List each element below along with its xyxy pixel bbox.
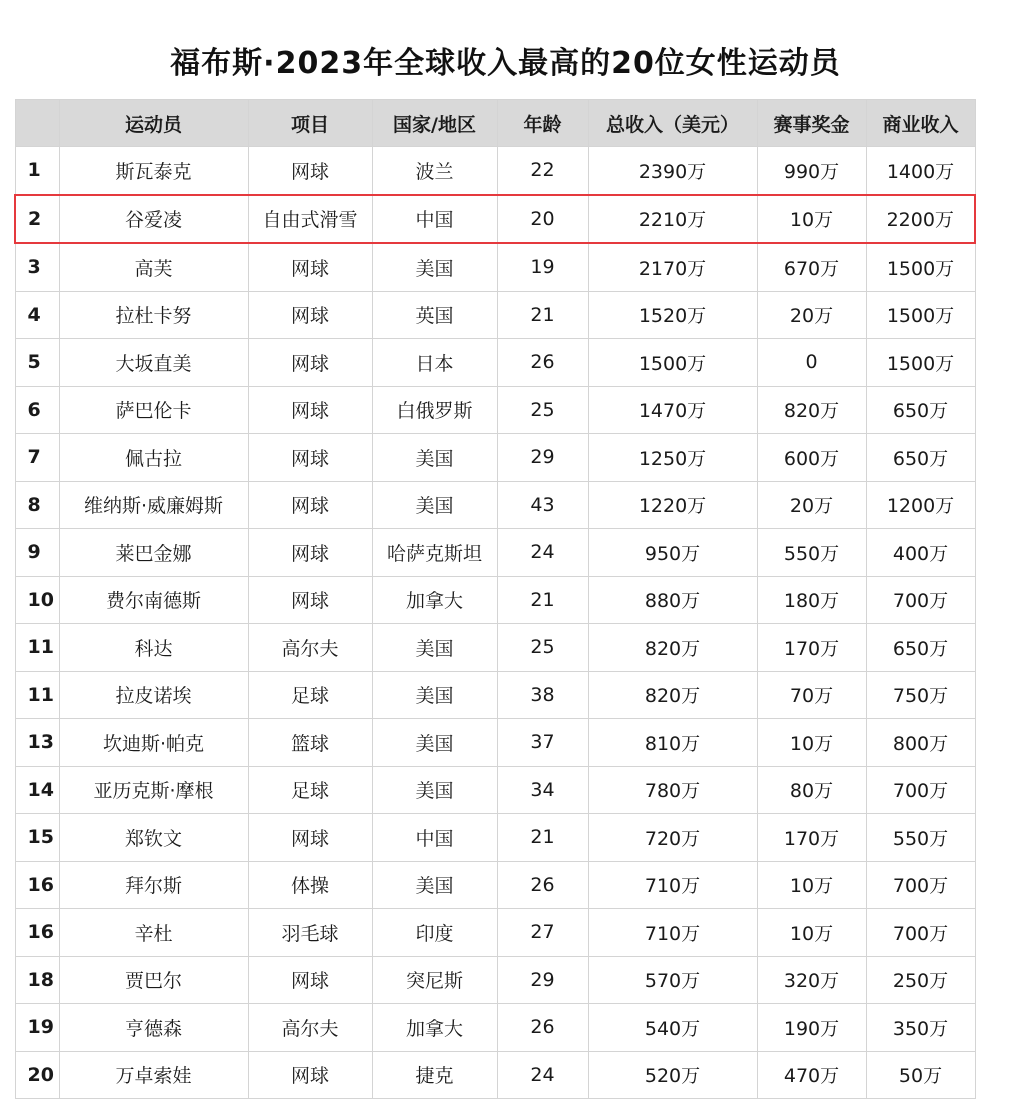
cell-prize-money: 20万 <box>757 481 866 529</box>
cell-age: 25 <box>497 386 588 434</box>
cell-commercial-earnings: 700万 <box>866 861 975 909</box>
cell-athlete: 莱巴金娜 <box>59 529 248 577</box>
cell-prize-money: 550万 <box>757 529 866 577</box>
page-title: 福布斯·2023年全球收入最高的20位女性运动员 <box>170 46 841 81</box>
cell-total-earnings: 880万 <box>588 576 757 624</box>
table-row <box>15 624 975 672</box>
cell-total-earnings: 710万 <box>588 909 757 957</box>
cell-commercial-earnings: 1500万 <box>866 243 975 291</box>
cell-commercial-earnings: 1500万 <box>866 291 975 339</box>
table-row <box>15 434 975 482</box>
cell-prize-money: 70万 <box>757 671 866 719</box>
cell-commercial-earnings: 750万 <box>866 671 975 719</box>
cell-country: 美国 <box>372 243 497 291</box>
cell-total-earnings: 1220万 <box>588 481 757 529</box>
cell-country: 日本 <box>372 339 497 387</box>
cell-sport: 自由式滑雪 <box>248 195 372 244</box>
cell-commercial-earnings: 650万 <box>866 434 975 482</box>
cell-total-earnings: 520万 <box>588 1051 757 1099</box>
cell-commercial-earnings: 650万 <box>866 624 975 672</box>
earnings-table <box>14 99 976 1099</box>
cell-sport: 足球 <box>248 671 372 719</box>
cell-total-earnings: 1520万 <box>588 291 757 339</box>
cell-age: 27 <box>497 909 588 957</box>
cell-rank: 11 <box>15 671 59 719</box>
cell-sport: 网球 <box>248 291 372 339</box>
header-age: 年龄 <box>497 100 588 147</box>
cell-athlete: 亨德森 <box>59 1004 248 1052</box>
cell-commercial-earnings: 700万 <box>866 909 975 957</box>
cell-commercial-earnings: 1200万 <box>866 481 975 529</box>
cell-commercial-earnings: 800万 <box>866 719 975 767</box>
cell-commercial-earnings: 50万 <box>866 1051 975 1099</box>
cell-sport: 网球 <box>248 576 372 624</box>
cell-rank: 11 <box>15 624 59 672</box>
cell-prize-money: 990万 <box>757 147 866 195</box>
cell-athlete: 斯瓦泰克 <box>59 147 248 195</box>
cell-rank: 1 <box>15 147 59 195</box>
cell-sport: 网球 <box>248 529 372 577</box>
table-row-highlighted <box>15 195 975 244</box>
cell-age: 24 <box>497 529 588 577</box>
header-prize-money: 赛事奖金 <box>757 100 866 147</box>
cell-total-earnings: 710万 <box>588 861 757 909</box>
cell-sport: 网球 <box>248 814 372 862</box>
cell-rank: 4 <box>15 291 59 339</box>
cell-rank: 2 <box>15 195 59 244</box>
cell-sport: 高尔夫 <box>248 1004 372 1052</box>
cell-athlete: 拉杜卡努 <box>59 291 248 339</box>
cell-country: 英国 <box>372 291 497 339</box>
table-row <box>15 1004 975 1052</box>
table-row <box>15 1051 975 1099</box>
table-row <box>15 481 975 529</box>
cell-country: 捷克 <box>372 1051 497 1099</box>
table-row <box>15 814 975 862</box>
cell-total-earnings: 820万 <box>588 624 757 672</box>
cell-athlete: 维纳斯·威廉姆斯 <box>59 481 248 529</box>
cell-commercial-earnings: 1400万 <box>866 147 975 195</box>
cell-country: 美国 <box>372 766 497 814</box>
cell-rank: 18 <box>15 956 59 1004</box>
cell-total-earnings: 540万 <box>588 1004 757 1052</box>
cell-athlete: 郑钦文 <box>59 814 248 862</box>
cell-prize-money: 0 <box>757 339 866 387</box>
cell-athlete: 萨巴伦卡 <box>59 386 248 434</box>
cell-prize-money: 600万 <box>757 434 866 482</box>
cell-country: 美国 <box>372 434 497 482</box>
cell-athlete: 谷爱凌 <box>59 195 248 244</box>
cell-country: 美国 <box>372 624 497 672</box>
cell-total-earnings: 780万 <box>588 766 757 814</box>
cell-prize-money: 10万 <box>757 719 866 767</box>
cell-athlete: 拜尔斯 <box>59 861 248 909</box>
cell-age: 25 <box>497 624 588 672</box>
cell-athlete: 佩古拉 <box>59 434 248 482</box>
cell-country: 哈萨克斯坦 <box>372 529 497 577</box>
cell-total-earnings: 720万 <box>588 814 757 862</box>
table-row <box>15 671 975 719</box>
header-total-earnings: 总收入（美元） <box>588 100 757 147</box>
cell-prize-money: 10万 <box>757 861 866 909</box>
cell-age: 26 <box>497 861 588 909</box>
cell-rank: 14 <box>15 766 59 814</box>
cell-sport: 网球 <box>248 339 372 387</box>
cell-sport: 网球 <box>248 243 372 291</box>
cell-prize-money: 320万 <box>757 956 866 1004</box>
table-row <box>15 766 975 814</box>
cell-prize-money: 20万 <box>757 291 866 339</box>
table-row <box>15 719 975 767</box>
cell-age: 37 <box>497 719 588 767</box>
cell-age: 20 <box>497 195 588 244</box>
cell-commercial-earnings: 400万 <box>866 529 975 577</box>
cell-country: 中国 <box>372 814 497 862</box>
cell-country: 美国 <box>372 671 497 719</box>
cell-commercial-earnings: 2200万 <box>866 195 975 244</box>
cell-athlete: 大坂直美 <box>59 339 248 387</box>
cell-sport: 网球 <box>248 481 372 529</box>
cell-age: 22 <box>497 147 588 195</box>
header-country: 国家/地区 <box>372 100 497 147</box>
cell-country: 波兰 <box>372 147 497 195</box>
cell-sport: 高尔夫 <box>248 624 372 672</box>
table-row <box>15 243 975 291</box>
cell-sport: 篮球 <box>248 719 372 767</box>
cell-prize-money: 170万 <box>757 814 866 862</box>
cell-age: 19 <box>497 243 588 291</box>
cell-sport: 体操 <box>248 861 372 909</box>
cell-rank: 6 <box>15 386 59 434</box>
header-athlete: 运动员 <box>59 100 248 147</box>
cell-athlete: 亚历克斯·摩根 <box>59 766 248 814</box>
cell-total-earnings: 1470万 <box>588 386 757 434</box>
cell-country: 美国 <box>372 861 497 909</box>
cell-rank: 8 <box>15 481 59 529</box>
cell-prize-money: 10万 <box>757 195 866 244</box>
table-row <box>15 529 975 577</box>
cell-commercial-earnings: 350万 <box>866 1004 975 1052</box>
cell-sport: 网球 <box>248 386 372 434</box>
cell-athlete: 贾巴尔 <box>59 956 248 1004</box>
cell-age: 29 <box>497 434 588 482</box>
cell-country: 加拿大 <box>372 1004 497 1052</box>
cell-sport: 足球 <box>248 766 372 814</box>
cell-age: 21 <box>497 814 588 862</box>
cell-commercial-earnings: 1500万 <box>866 339 975 387</box>
cell-rank: 10 <box>15 576 59 624</box>
cell-commercial-earnings: 700万 <box>866 576 975 624</box>
cell-athlete: 科达 <box>59 624 248 672</box>
cell-commercial-earnings: 700万 <box>866 766 975 814</box>
cell-age: 34 <box>497 766 588 814</box>
header-commercial-earnings: 商业收入 <box>866 100 975 147</box>
table-row <box>15 386 975 434</box>
table-row <box>15 339 975 387</box>
table-row <box>15 147 975 195</box>
cell-age: 26 <box>497 1004 588 1052</box>
cell-athlete: 坎迪斯·帕克 <box>59 719 248 767</box>
cell-total-earnings: 2390万 <box>588 147 757 195</box>
cell-age: 29 <box>497 956 588 1004</box>
cell-rank: 20 <box>15 1051 59 1099</box>
cell-age: 26 <box>497 339 588 387</box>
cell-country: 白俄罗斯 <box>372 386 497 434</box>
cell-commercial-earnings: 650万 <box>866 386 975 434</box>
cell-prize-money: 470万 <box>757 1051 866 1099</box>
cell-total-earnings: 570万 <box>588 956 757 1004</box>
cell-prize-money: 820万 <box>757 386 866 434</box>
cell-rank: 16 <box>15 861 59 909</box>
cell-country: 美国 <box>372 481 497 529</box>
table-row <box>15 861 975 909</box>
cell-athlete: 费尔南德斯 <box>59 576 248 624</box>
cell-rank: 19 <box>15 1004 59 1052</box>
cell-athlete: 拉皮诺埃 <box>59 671 248 719</box>
cell-rank: 13 <box>15 719 59 767</box>
table-row <box>15 291 975 339</box>
cell-total-earnings: 1500万 <box>588 339 757 387</box>
cell-country: 突尼斯 <box>372 956 497 1004</box>
cell-sport: 羽毛球 <box>248 909 372 957</box>
cell-prize-money: 180万 <box>757 576 866 624</box>
cell-country: 加拿大 <box>372 576 497 624</box>
cell-commercial-earnings: 250万 <box>866 956 975 1004</box>
cell-sport: 网球 <box>248 956 372 1004</box>
cell-sport: 网球 <box>248 147 372 195</box>
cell-prize-money: 10万 <box>757 909 866 957</box>
table-row <box>15 576 975 624</box>
cell-age: 43 <box>497 481 588 529</box>
cell-commercial-earnings: 550万 <box>866 814 975 862</box>
cell-total-earnings: 1250万 <box>588 434 757 482</box>
cell-total-earnings: 820万 <box>588 671 757 719</box>
cell-total-earnings: 2170万 <box>588 243 757 291</box>
cell-rank: 3 <box>15 243 59 291</box>
cell-rank: 7 <box>15 434 59 482</box>
cell-age: 38 <box>497 671 588 719</box>
cell-age: 21 <box>497 291 588 339</box>
cell-rank: 15 <box>15 814 59 862</box>
table-row <box>15 909 975 957</box>
cell-athlete: 高芙 <box>59 243 248 291</box>
cell-age: 24 <box>497 1051 588 1099</box>
cell-total-earnings: 950万 <box>588 529 757 577</box>
cell-prize-money: 170万 <box>757 624 866 672</box>
cell-country: 中国 <box>372 195 497 244</box>
cell-country: 美国 <box>372 719 497 767</box>
header-rank <box>15 100 59 147</box>
cell-prize-money: 80万 <box>757 766 866 814</box>
cell-prize-money: 190万 <box>757 1004 866 1052</box>
cell-total-earnings: 810万 <box>588 719 757 767</box>
cell-age: 21 <box>497 576 588 624</box>
cell-sport: 网球 <box>248 1051 372 1099</box>
cell-athlete: 辛杜 <box>59 909 248 957</box>
cell-rank: 5 <box>15 339 59 387</box>
cell-athlete: 万卓索娃 <box>59 1051 248 1099</box>
cell-prize-money: 670万 <box>757 243 866 291</box>
table-row <box>15 956 975 1004</box>
cell-rank: 16 <box>15 909 59 957</box>
cell-sport: 网球 <box>248 434 372 482</box>
table-header-row <box>15 100 975 147</box>
header-sport: 项目 <box>248 100 372 147</box>
cell-rank: 9 <box>15 529 59 577</box>
cell-total-earnings: 2210万 <box>588 195 757 244</box>
cell-country: 印度 <box>372 909 497 957</box>
